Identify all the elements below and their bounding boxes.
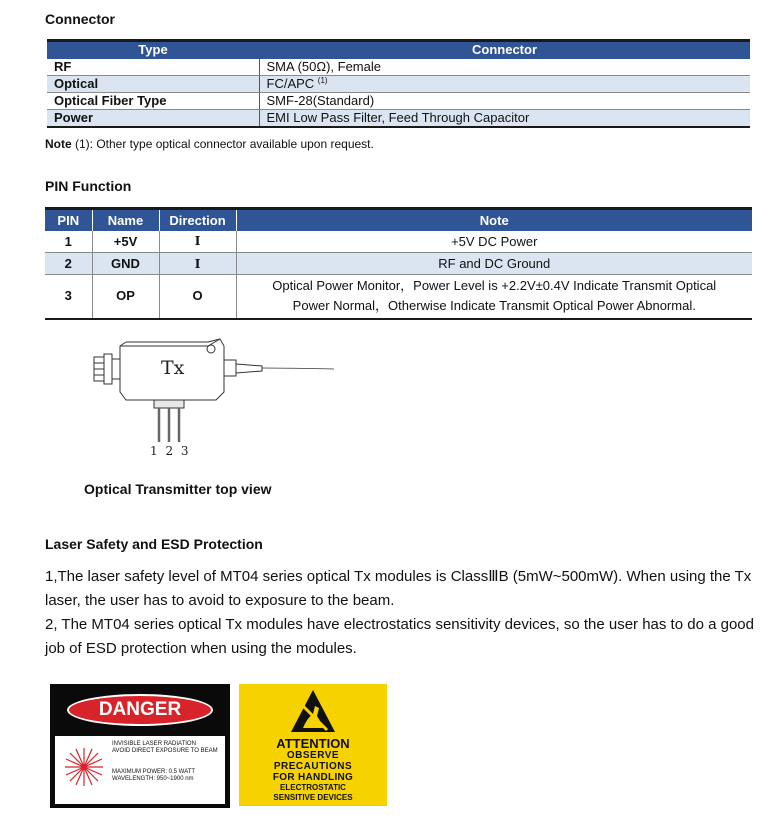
danger-spec-text bbox=[112, 769, 195, 783]
safety-paragraph-1: 1,The laser safety level of MT04 series optical Tx modules is ClassⅢB (5mW~500mW). When using the Tx laser, the user has to avoid to exposure to the beam. bbox=[45, 568, 752, 609]
table-row bbox=[47, 92, 750, 109]
table-header-row bbox=[47, 41, 750, 59]
danger-line: AVOID DIRECT EXPOSURE TO BEAM bbox=[112, 748, 218, 754]
column-header-name: Name bbox=[92, 209, 159, 231]
table-row bbox=[45, 231, 752, 253]
table-row bbox=[45, 253, 752, 275]
danger-panel bbox=[55, 736, 225, 804]
attention-line: SENSITIVE DEVICES bbox=[273, 793, 353, 802]
pin-heading: PIN Function bbox=[45, 178, 132, 194]
danger-laser-label bbox=[50, 684, 230, 808]
pin-number-cell: 2 bbox=[45, 253, 92, 275]
note-label: Note bbox=[45, 137, 72, 151]
connector-type-cell: Optical bbox=[47, 75, 259, 92]
attention-title: ATTENTION bbox=[276, 736, 350, 751]
danger-line: WAVELENGTH: 950~1900 nm bbox=[112, 776, 194, 782]
safety-paragraph-2: 2, The MT04 series optical Tx modules have electrostatics sensitivity devices, so the user has to do a good job of ESD protection when using the modules. bbox=[45, 616, 754, 657]
attention-line: FOR HANDLING bbox=[272, 772, 354, 783]
diagram-pin-base bbox=[154, 400, 184, 408]
connector-value: SMA (50Ω), Female bbox=[266, 58, 381, 74]
table-row bbox=[47, 75, 750, 92]
pin-note-cell: +5V DC Power bbox=[236, 231, 752, 253]
diagram-label-tx: Tx bbox=[161, 357, 185, 379]
pin-number-cell: 1 bbox=[45, 231, 92, 253]
diagram-caption: Optical Transmitter top view bbox=[84, 481, 272, 497]
pin-name-cell: +5V bbox=[92, 231, 159, 253]
column-header-note: Note bbox=[236, 209, 752, 231]
laser-burst-icon bbox=[63, 746, 105, 788]
connector-type-cell: Power bbox=[47, 109, 259, 127]
danger-line: INVISIBLE LASER RADIATION bbox=[112, 741, 196, 747]
safety-heading: Laser Safety and ESD Protection bbox=[45, 536, 263, 552]
pin-note-line: Power Normal，Otherwise Indicate Transmit Optical Power Abnormal. bbox=[292, 298, 696, 314]
note-text: (1): Other type optical connector available upon request. bbox=[71, 137, 374, 151]
connector-value: EMI Low Pass Filter, Feed Through Capacitor bbox=[266, 109, 530, 125]
footnote-marker: (1) bbox=[317, 75, 328, 85]
table-row bbox=[47, 109, 750, 127]
connector-table bbox=[47, 39, 750, 128]
connector-value-cell bbox=[259, 75, 750, 92]
transmitter-diagram bbox=[90, 330, 350, 465]
connector-value-cell bbox=[259, 59, 750, 76]
connector-note bbox=[45, 137, 374, 151]
attention-line: OBSERVE bbox=[286, 750, 340, 761]
connector-heading: Connector bbox=[45, 11, 115, 27]
esd-warning-icon bbox=[289, 688, 337, 734]
connector-value: FC/APC bbox=[266, 75, 315, 91]
pin-note-cell: RF and DC Ground bbox=[236, 253, 752, 275]
attention-line: ELECTROSTATIC bbox=[280, 783, 346, 792]
pin-number-cell: 3 bbox=[45, 275, 92, 319]
diagram-fiber bbox=[262, 368, 334, 369]
connector-value-cell bbox=[259, 92, 750, 109]
pin-note-cell bbox=[236, 275, 752, 319]
connector-value: SMF-28(Standard) bbox=[266, 92, 375, 108]
pin-direction-cell: I bbox=[159, 253, 236, 275]
attention-line: PRECAUTIONS bbox=[273, 761, 353, 772]
danger-line: MAXIMUM POWER: 0.5 WATT bbox=[112, 769, 196, 775]
attention-esd-label bbox=[239, 684, 387, 806]
danger-warning-text bbox=[112, 741, 218, 755]
pin-table bbox=[45, 207, 752, 320]
column-header-type: Type bbox=[47, 41, 259, 59]
pin-direction-cell: O bbox=[159, 275, 236, 319]
diagram-mount-hole bbox=[207, 345, 215, 353]
pin-name-cell: OP bbox=[92, 275, 159, 319]
connector-type-cell: RF bbox=[47, 59, 259, 76]
column-header-connector: Connector bbox=[259, 41, 750, 59]
pin-direction-cell: I bbox=[159, 231, 236, 253]
pin-name-cell: GND bbox=[92, 253, 159, 275]
diagram-pin-numbers: 1 2 3 bbox=[150, 444, 191, 458]
table-row bbox=[47, 59, 750, 76]
connector-type-cell: Optical Fiber Type bbox=[47, 92, 259, 109]
table-row bbox=[45, 275, 752, 319]
diagram-connector-flange bbox=[104, 354, 112, 384]
pin-note-line: Optical Power Monitor，Power Level is +2.2V±0.4V Indicate Transmit Optical bbox=[272, 278, 717, 294]
table-header-row bbox=[45, 209, 752, 231]
danger-title: DANGER bbox=[67, 694, 213, 726]
column-header-direction: Direction bbox=[159, 209, 236, 231]
column-header-pin: PIN bbox=[45, 209, 92, 231]
connector-value-cell bbox=[259, 109, 750, 127]
